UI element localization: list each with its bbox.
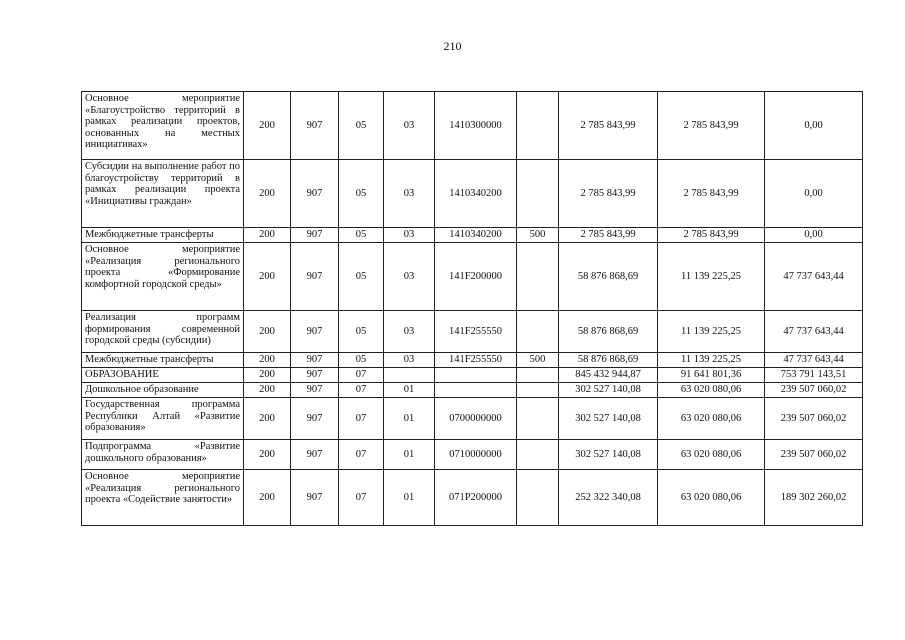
cell-section-code: 05 [339,311,384,353]
cell-expense-type-code [517,383,559,398]
cell-section-code: 07 [339,440,384,470]
cell-section-code: 05 [339,243,384,311]
cell-amount-part1: 63 020 080,06 [658,398,765,440]
cell-subsection-code: 03 [384,243,435,311]
cell-admin-code: 200 [244,398,291,440]
row-name-cell: ОБРАЗОВАНИЕ [82,368,244,383]
table-row [82,353,863,368]
cell-amount-part2: 239 507 060,02 [765,440,863,470]
cell-ministry-code: 907 [291,440,339,470]
table-row [82,383,863,398]
cell-admin-code: 200 [244,470,291,526]
cell-amount-part1: 63 020 080,06 [658,383,765,398]
cell-subsection-code: 03 [384,353,435,368]
cell-amount-part1: 63 020 080,06 [658,470,765,526]
cell-amount-part1: 2 785 843,99 [658,92,765,160]
table-row [82,228,863,243]
cell-section-code: 05 [339,353,384,368]
cell-amount-part1: 2 785 843,99 [658,160,765,228]
cell-amount-total: 2 785 843,99 [559,160,658,228]
cell-section-code: 07 [339,398,384,440]
cell-expense-type-code [517,160,559,228]
row-name-cell: Основное мероприятие «Реализация регионального проекта «Содействие занятости» [82,470,244,526]
cell-section-code: 05 [339,92,384,160]
cell-target-article-code: 1410340200 [435,228,517,243]
cell-amount-part1: 63 020 080,06 [658,440,765,470]
cell-expense-type-code [517,470,559,526]
cell-admin-code: 200 [244,353,291,368]
cell-amount-part2: 753 791 143,51 [765,368,863,383]
cell-ministry-code: 907 [291,228,339,243]
cell-amount-total: 58 876 868,69 [559,243,658,311]
cell-amount-part2: 0,00 [765,228,863,243]
cell-section-code: 05 [339,160,384,228]
cell-target-article-code: 141F200000 [435,243,517,311]
table-row [82,311,863,353]
cell-admin-code: 200 [244,368,291,383]
cell-amount-part2: 239 507 060,02 [765,383,863,398]
cell-amount-total: 252 322 340,08 [559,470,658,526]
cell-amount-part2: 47 737 643,44 [765,243,863,311]
cell-expense-type-code [517,368,559,383]
cell-amount-total: 2 785 843,99 [559,92,658,160]
cell-amount-total: 845 432 944,87 [559,368,658,383]
cell-target-article-code: 071P200000 [435,470,517,526]
cell-subsection-code: 01 [384,470,435,526]
row-name-cell: Субсидии на выполнение работ по благоустройству территорий в рамках реализации проекта «Инициативы граждан» [82,160,244,228]
cell-admin-code: 200 [244,160,291,228]
cell-amount-part2: 47 737 643,44 [765,311,863,353]
row-name-cell: Подпрограмма «Развитие дошкольного образования» [82,440,244,470]
cell-ministry-code: 907 [291,470,339,526]
table-row [82,243,863,311]
row-name-cell: Государственная программа Республики Алтай «Развитие образования» [82,398,244,440]
cell-admin-code: 200 [244,440,291,470]
cell-amount-part2: 47 737 643,44 [765,353,863,368]
cell-amount-total: 2 785 843,99 [559,228,658,243]
table-row [82,92,863,160]
cell-target-article-code: 141F255550 [435,311,517,353]
cell-subsection-code: 03 [384,160,435,228]
row-name-cell: Межбюджетные трансферты [82,353,244,368]
cell-ministry-code: 907 [291,368,339,383]
cell-target-article-code: 1410300000 [435,92,517,160]
cell-target-article-code [435,383,517,398]
cell-amount-part2: 239 507 060,02 [765,398,863,440]
cell-subsection-code: 03 [384,311,435,353]
row-name-cell: Основное мероприятие «Благоустройство территорий в рамках реализации проектов, основанных на местных инициативах» [82,92,244,160]
cell-admin-code: 200 [244,228,291,243]
cell-subsection-code: 03 [384,228,435,243]
table-row [82,398,863,440]
cell-ministry-code: 907 [291,243,339,311]
table-row [82,440,863,470]
cell-expense-type-code [517,243,559,311]
cell-expense-type-code [517,398,559,440]
cell-ministry-code: 907 [291,160,339,228]
cell-subsection-code: 01 [384,383,435,398]
cell-admin-code: 200 [244,311,291,353]
cell-amount-part1: 11 139 225,25 [658,311,765,353]
cell-amount-part2: 189 302 260,02 [765,470,863,526]
cell-expense-type-code [517,92,559,160]
cell-target-article-code: 0700000000 [435,398,517,440]
row-name-cell: Дошкольное образование [82,383,244,398]
cell-section-code: 07 [339,368,384,383]
page-number: 210 [443,39,462,53]
cell-amount-total: 58 876 868,69 [559,353,658,368]
cell-target-article-code: 0710000000 [435,440,517,470]
cell-target-article-code [435,368,517,383]
cell-amount-part1: 91 641 801,36 [658,368,765,383]
table-row [82,470,863,526]
cell-expense-type-code [517,311,559,353]
cell-admin-code: 200 [244,243,291,311]
cell-expense-type-code [517,440,559,470]
cell-amount-total: 58 876 868,69 [559,311,658,353]
cell-subsection-code: 03 [384,92,435,160]
cell-amount-part1: 2 785 843,99 [658,228,765,243]
row-name-cell: Межбюджетные трансферты [82,228,244,243]
cell-amount-part2: 0,00 [765,160,863,228]
cell-ministry-code: 907 [291,92,339,160]
cell-amount-total: 302 527 140,08 [559,398,658,440]
cell-expense-type-code: 500 [517,353,559,368]
cell-amount-total: 302 527 140,08 [559,383,658,398]
cell-ministry-code: 907 [291,353,339,368]
cell-target-article-code: 1410340200 [435,160,517,228]
cell-ministry-code: 907 [291,383,339,398]
cell-amount-part2: 0,00 [765,92,863,160]
budget-table [81,91,863,526]
cell-subsection-code: 01 [384,440,435,470]
table-row [82,160,863,228]
row-name-cell: Реализация программ формирования современной городской среды (субсидии) [82,311,244,353]
cell-target-article-code: 141F255550 [435,353,517,368]
cell-ministry-code: 907 [291,398,339,440]
cell-ministry-code: 907 [291,311,339,353]
cell-amount-part1: 11 139 225,25 [658,243,765,311]
cell-amount-part1: 11 139 225,25 [658,353,765,368]
cell-section-code: 07 [339,470,384,526]
cell-subsection-code [384,368,435,383]
table-row [82,368,863,383]
cell-expense-type-code: 500 [517,228,559,243]
cell-subsection-code: 01 [384,398,435,440]
cell-section-code: 07 [339,383,384,398]
row-name-cell: Основное мероприятие «Реализация регионального проекта «Формирование комфортной городской среды» [82,243,244,311]
cell-amount-total: 302 527 140,08 [559,440,658,470]
cell-admin-code: 200 [244,92,291,160]
cell-section-code: 05 [339,228,384,243]
cell-admin-code: 200 [244,383,291,398]
